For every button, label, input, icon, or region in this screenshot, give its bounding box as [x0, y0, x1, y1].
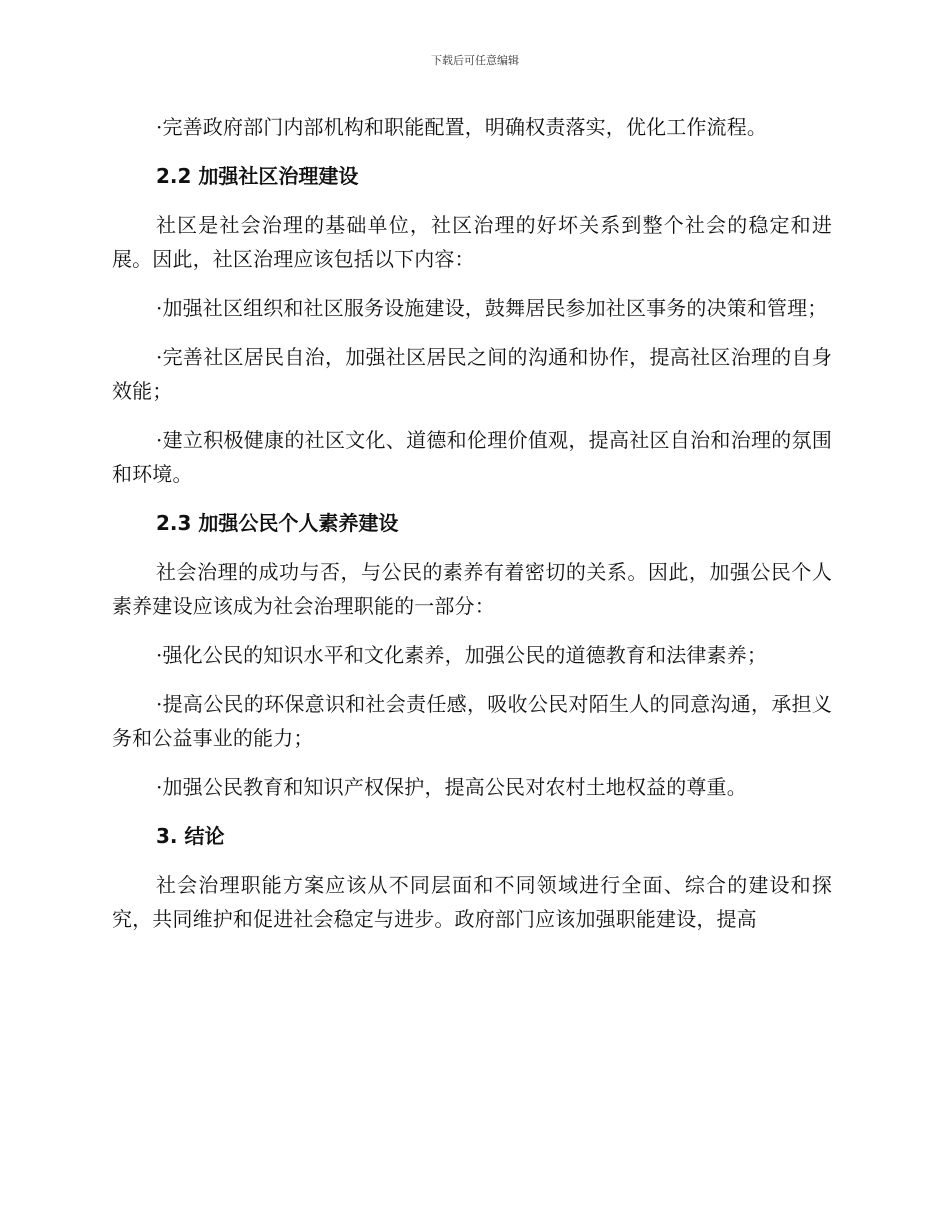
- bullet-item: ·建立积极健康的社区文化、道德和伦理价值观，提高社区自治和治理的氛围和环境。: [112, 428, 832, 486]
- bullet-item: ·提高公民的环保意识和社会责任感，吸收公民对陌生人的同意沟通，承担义务和公益事业的能力；: [112, 692, 832, 750]
- bullet-item: ·加强社区组织和社区服务设施建设，鼓舞居民参加社区事务的决策和管理；: [156, 296, 828, 320]
- section-heading: 2.2 加强社区治理建设: [156, 164, 359, 188]
- page-header: 下载后可任意编辑: [431, 54, 519, 67]
- paragraph: 社会治理职能方案应该从不同层面和不同领域进行全面、综合的建设和探究，共同维护和促进社会稳定与进步。政府部门应该加强职能建设，提高: [112, 873, 832, 931]
- bullet-item: ·加强公民教育和知识产权保护，提高公民对农村土地权益的尊重。: [156, 775, 747, 799]
- paragraph: 社区是社会治理的基础单位，社区治理的好坏关系到整个社会的稳定和进展。因此，社区治理应该包括以下内容：: [112, 213, 832, 271]
- bullet-item: ·完善政府部门内部机构和职能配置，明确权责落实，优化工作流程。: [156, 115, 768, 139]
- section-heading: 3. 结论: [156, 824, 225, 848]
- section-heading: 2.3 加强公民个人素养建设: [156, 511, 399, 535]
- bullet-item: ·强化公民的知识水平和文化素养，加强公民的道德教育和法律素养；: [156, 643, 768, 667]
- document-body: [112, 110, 832, 951]
- bullet-item: ·完善社区居民自治，加强社区居民之间的沟通和协作，提高社区治理的自身效能；: [112, 345, 832, 403]
- paragraph: 社会治理的成功与否，与公民的素养有着密切的关系。因此，加强公民个人素养建设应该成为社会治理职能的一部分：: [112, 560, 832, 618]
